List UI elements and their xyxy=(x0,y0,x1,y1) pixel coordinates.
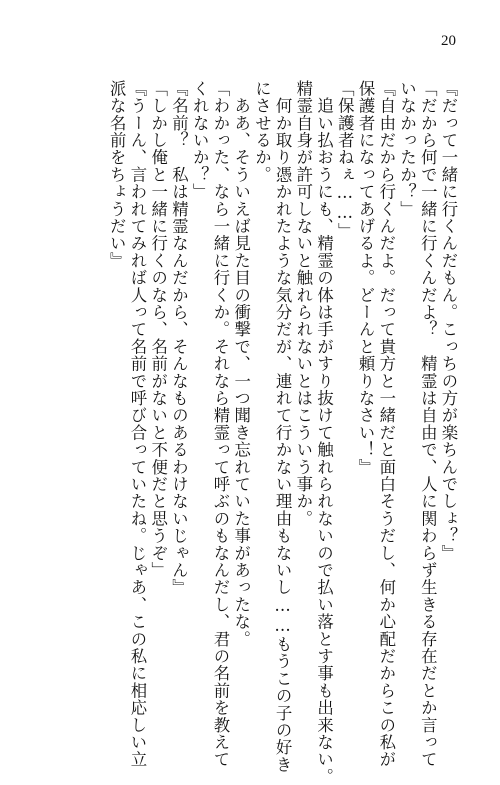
text-line: 『うーん、言われてみれば人って名前で呼び合っていたね。じゃあ、この私に相応しい立 xyxy=(127,80,147,768)
text-line: 派な名前をちょうだい』 xyxy=(107,80,127,270)
text-line: 保護者になってあげるよ。どーんと頼りなさい！』 xyxy=(356,80,376,476)
text-line: 『自由だから行くんだよ。だって貴方と一緒だと面白そうだし、何か心配だからこの私が xyxy=(376,80,396,768)
text-line: 「しかし俺と一緒に行くのなら、名前がないと不便だと思うぞ」 xyxy=(148,80,168,579)
text-line: くれないか？」 xyxy=(190,80,210,201)
text-line: 追い払おうにも、精霊の体は手がすり抜けて触れられないので払い落とす事も出来ない。 xyxy=(314,80,334,785)
text-line: 『だって一緒に行くんだもん。こっちの方が楽ちんでしょ？』 xyxy=(439,80,458,562)
text-line: 精霊自身が許可しないと触れられないとはこういう事か。 xyxy=(293,80,313,528)
page-number: 20 xyxy=(441,33,456,49)
text-line: いなかったか？」 xyxy=(397,80,417,218)
text-line: 何か取り憑かれたような気分だが、連れて行かない理由もないし……もうこの子の好き xyxy=(273,80,293,774)
text-line: 「だから何で一緒に行くんだよ？ 精霊は自由で、人に関わらず生きる存在だとか言って xyxy=(418,80,438,768)
text-line: 「わかった、なら一緒に行くか。それなら精霊って呼ぶのもなんだし、君の名前を教えて xyxy=(210,80,230,768)
vertical-text-block xyxy=(36,80,458,785)
text-line: 『名前？ 私は精霊なんだから、そんなものあるわけないじゃん』 xyxy=(169,80,189,596)
text-line: にさせるか。 xyxy=(252,80,272,184)
text-line: ああ、そういえば見た目の衝撃で、一つ聞き忘れていた事があったな。 xyxy=(231,80,251,648)
text-line: 「保護者ねぇ……」 xyxy=(335,80,355,240)
